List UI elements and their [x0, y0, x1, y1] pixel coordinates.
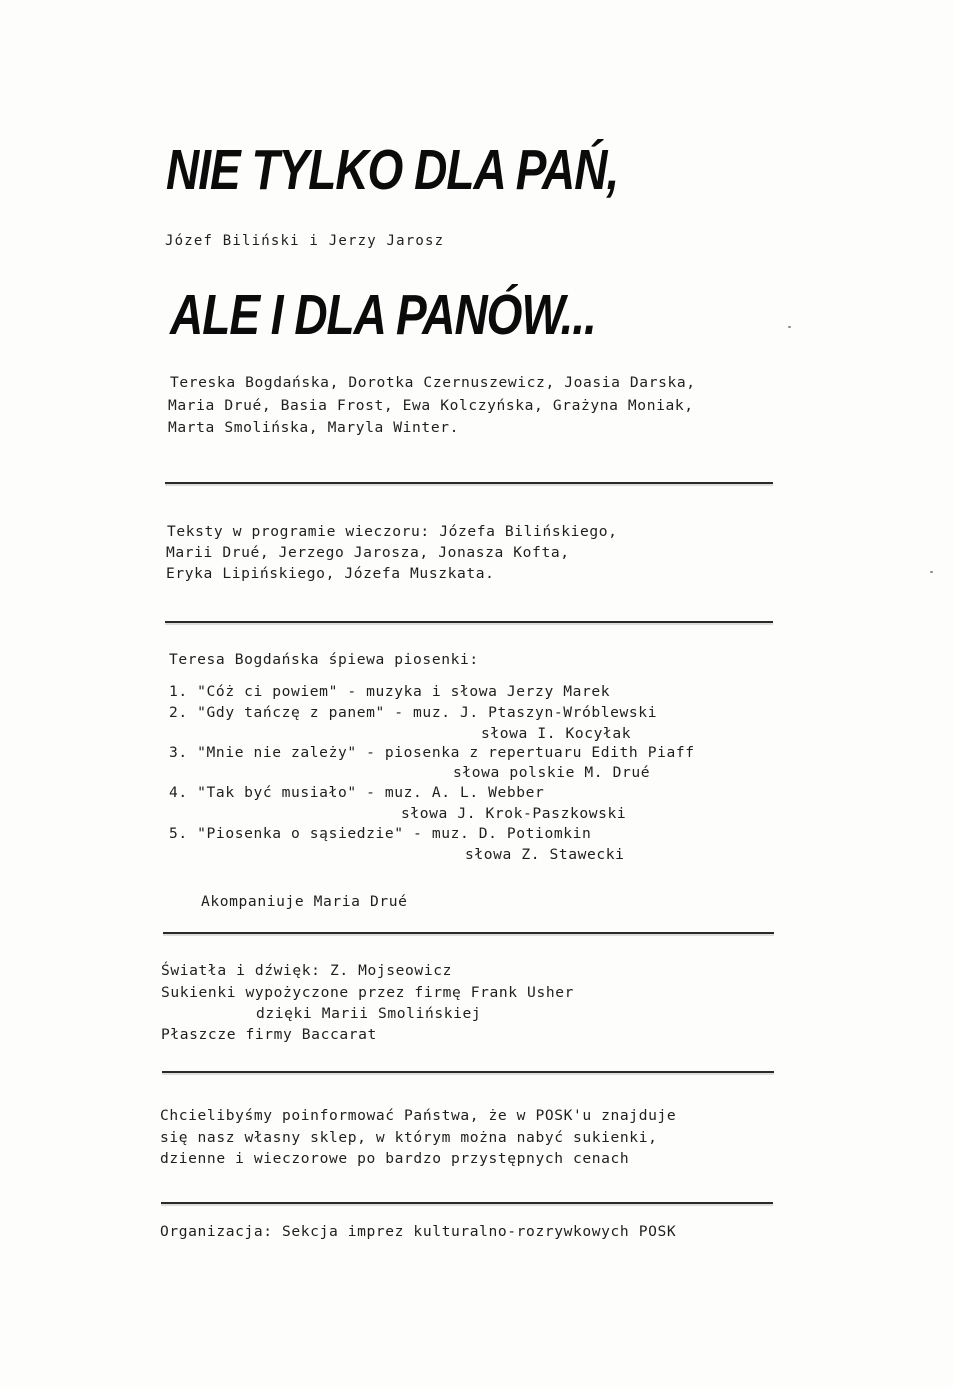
title-line-2: ALE I DLA PANÓW... — [170, 283, 596, 347]
cast-line: Tereska Bogdańska, Dorotka Czernuszewicz, Joasia Darska, — [170, 374, 696, 391]
credits-line: Światła i dźwięk: Z. Mojseowicz — [161, 962, 452, 979]
notice-line: dzienne i wieczorowe po bardzo przystępnych cenach — [160, 1150, 630, 1167]
credits-line: Płaszcze firmy Baccarat — [161, 1026, 377, 1043]
song-lyricist: słowa J. Krok-Paszkowski — [401, 805, 627, 822]
song-item: 3. "Mnie nie zależy" - piosenka z repertuaru Edith Piaff — [169, 744, 695, 761]
songs-intro: Teresa Bogdańska śpiewa piosenki: — [169, 651, 479, 668]
credits-line: dzięki Marii Smolińskiej — [256, 1005, 482, 1022]
song-item: 1. "Cóż ci powiem" - muzyka i słowa Jerzy Marek — [169, 683, 611, 700]
divider — [161, 1202, 773, 1204]
title-line-1: NIE TYLKO DLA PAŃ, — [166, 138, 619, 202]
texts-credit-line: Eryka Lipińskiego, Józefa Muszkata. — [166, 565, 495, 582]
divider — [165, 621, 773, 623]
song-lyricist: słowa polskie M. Drué — [453, 764, 651, 781]
song-lyricist: słowa I. Kocyłak — [481, 725, 632, 742]
song-item: 2. "Gdy tańczę z panem" - muz. J. Ptaszyn-Wróblewski — [169, 704, 658, 721]
texts-credit-line: Teksty w programie wieczoru: Józefa Bilińskiego, — [167, 523, 618, 540]
organization-line: Organizacja: Sekcja imprez kulturalno-rozrywkowych POSK — [160, 1223, 677, 1240]
cast-line: Marta Smolińska, Maryla Winter. — [168, 419, 459, 436]
notice-line: się nasz własny sklep, w którym można nabyć sukienki, — [160, 1129, 658, 1146]
divider — [163, 932, 774, 934]
texts-credit-line: Marii Drué, Jerzego Jarosza, Jonasza Kofta, — [166, 544, 570, 561]
song-item: 4. "Tak być musiało" - muz. A. L. Webber — [169, 784, 545, 801]
song-lyricist: słowa Z. Stawecki — [465, 846, 625, 863]
credits-line: Sukienki wypożyczone przez firmę Frank Usher — [161, 984, 574, 1001]
accompaniment-line: Akompaniuje Maria Drué — [201, 893, 408, 910]
paper-speck — [788, 326, 791, 328]
cast-line: Maria Drué, Basia Frost, Ewa Kolczyńska, Grażyna Moniak, — [168, 397, 694, 414]
divider — [162, 1071, 774, 1073]
notice-line: Chcielibyśmy poinformować Państwa, że w POSK'u znajduje — [160, 1107, 677, 1124]
paper-speck — [930, 571, 933, 573]
divider — [165, 482, 773, 484]
song-item: 5. "Piosenka o sąsiedzie" - muz. D. Potiomkin — [169, 825, 592, 842]
authors-line: Józef Biliński i Jerzy Jarosz — [165, 233, 445, 249]
